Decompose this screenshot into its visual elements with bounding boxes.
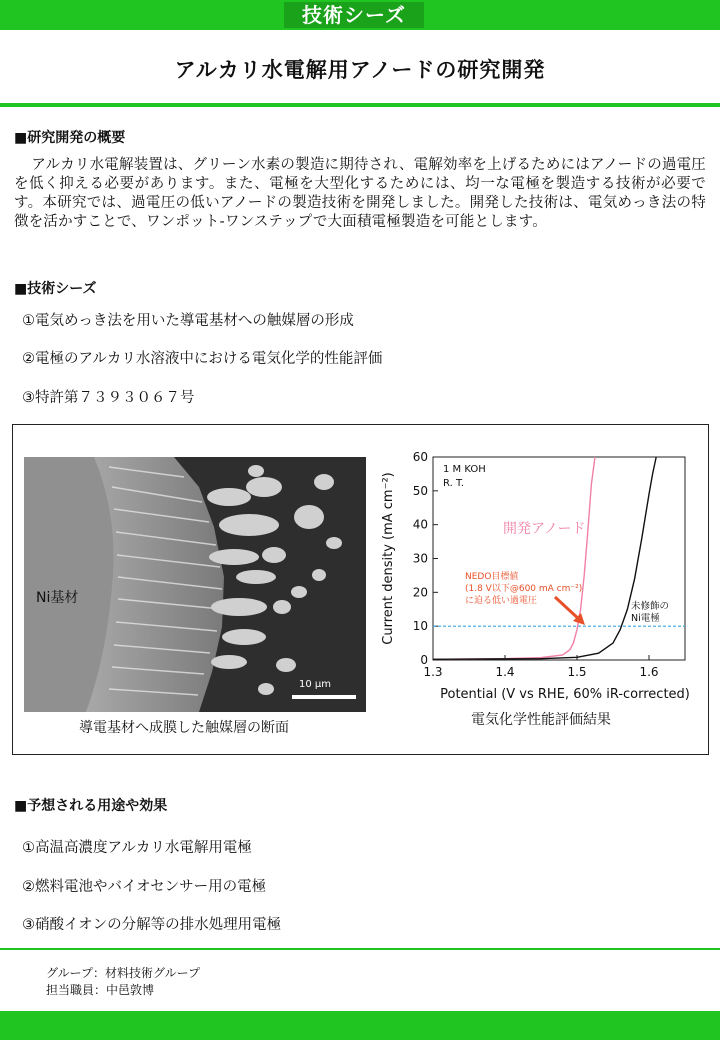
footer-group: グループ：材料技術グループ bbox=[46, 966, 201, 980]
seed-item-2: ②電極のアルカリ水溶液中における電気化学的性能評価 bbox=[22, 351, 383, 367]
scale-bar bbox=[292, 695, 356, 699]
y-tick-label: 10 bbox=[412, 619, 428, 634]
nedo-line2: (1.8 V以下@600 mA cm⁻²) bbox=[465, 584, 583, 594]
y-tick-label: 40 bbox=[412, 517, 428, 532]
sem-caption: 導電基材へ成膜した触媒層の断面 bbox=[79, 720, 289, 736]
y-tick-label: 20 bbox=[412, 585, 428, 600]
y-tick-label: 0 bbox=[420, 653, 428, 667]
x-tick-label: 1.6 bbox=[639, 665, 659, 679]
y-axis-label: Current density (mA cm⁻²) bbox=[381, 472, 396, 645]
polarization-chart bbox=[373, 439, 703, 739]
use-item-1: ①高温高濃度アルカリ水電解用電極 bbox=[22, 840, 252, 856]
chart-caption: 電気化学性能評価結果 bbox=[471, 712, 611, 728]
use-item-2: ②燃料電池やバイオセンサー用の電極 bbox=[22, 879, 267, 895]
footer-divider bbox=[0, 948, 720, 950]
ni-substrate-label: Ni基材 bbox=[36, 590, 79, 606]
x-tick-label: 1.3 bbox=[423, 665, 443, 679]
footer-bar bbox=[0, 1011, 720, 1040]
nedo-line1: NEDO目標値 bbox=[465, 572, 519, 582]
title-divider bbox=[0, 103, 720, 107]
y-tick-label: 50 bbox=[412, 483, 428, 498]
uses-heading: ■予想される用途や効果 bbox=[14, 798, 168, 814]
overview-heading: ■研究開発の概要 bbox=[14, 130, 126, 146]
scale-label: 10 μm bbox=[299, 679, 332, 690]
x-tick-label: 1.5 bbox=[567, 665, 587, 679]
footer-staff: 担当職員：中邑敦博 bbox=[46, 983, 155, 997]
condition-annotation: 1 M KOH bbox=[443, 464, 486, 475]
plot-frame bbox=[433, 457, 685, 660]
sem-micrograph bbox=[24, 457, 366, 712]
page-title: アルカリ水電解用アノードの研究開発 bbox=[174, 58, 546, 82]
seeds-heading: ■技術シーズ bbox=[14, 281, 97, 297]
header-label: 技術シーズ bbox=[284, 2, 424, 28]
y-tick-label: 30 bbox=[412, 551, 428, 566]
legend-ni-line2: Ni電極 bbox=[631, 613, 660, 624]
legend-developed-anode: 開発アノード bbox=[503, 521, 586, 537]
seed-item-3: ③特許第７３９３０６７号 bbox=[22, 390, 195, 406]
overview-text: アルカリ水電解装置は、グリーン水素の製造に期待され、電解効率を上げるためにはアノードの過電圧を低く抑える必要があります。また、電極を大型化するためには、均一な電極を製造する技術が必要です。本研究では、過電圧の低いアノードの製造技術を開発しました。開発した技術は、電気めっき法の特徴を活かすことで、ワンポット-ワンステップで大面積電極製造を可能とします。 bbox=[14, 157, 706, 230]
legend-ni-line1: 未修飾の bbox=[631, 601, 670, 612]
series-ni-electrode bbox=[433, 457, 656, 659]
sem-image bbox=[24, 457, 366, 712]
y-tick-label: 60 bbox=[412, 450, 428, 464]
x-tick-label: 1.4 bbox=[495, 665, 515, 679]
use-item-3: ③硝酸イオンの分解等の排水処理用電極 bbox=[22, 917, 282, 933]
condition-annotation: R. T. bbox=[443, 478, 465, 489]
seed-item-1: ①電気めっき法を用いた導電基材への触媒層の形成 bbox=[22, 313, 354, 329]
nedo-line3: に迫る低い過電圧 bbox=[465, 596, 538, 606]
x-axis-label: Potential (V vs RHE, 60% iR-corrected) bbox=[440, 687, 690, 702]
figure-box bbox=[12, 424, 709, 755]
